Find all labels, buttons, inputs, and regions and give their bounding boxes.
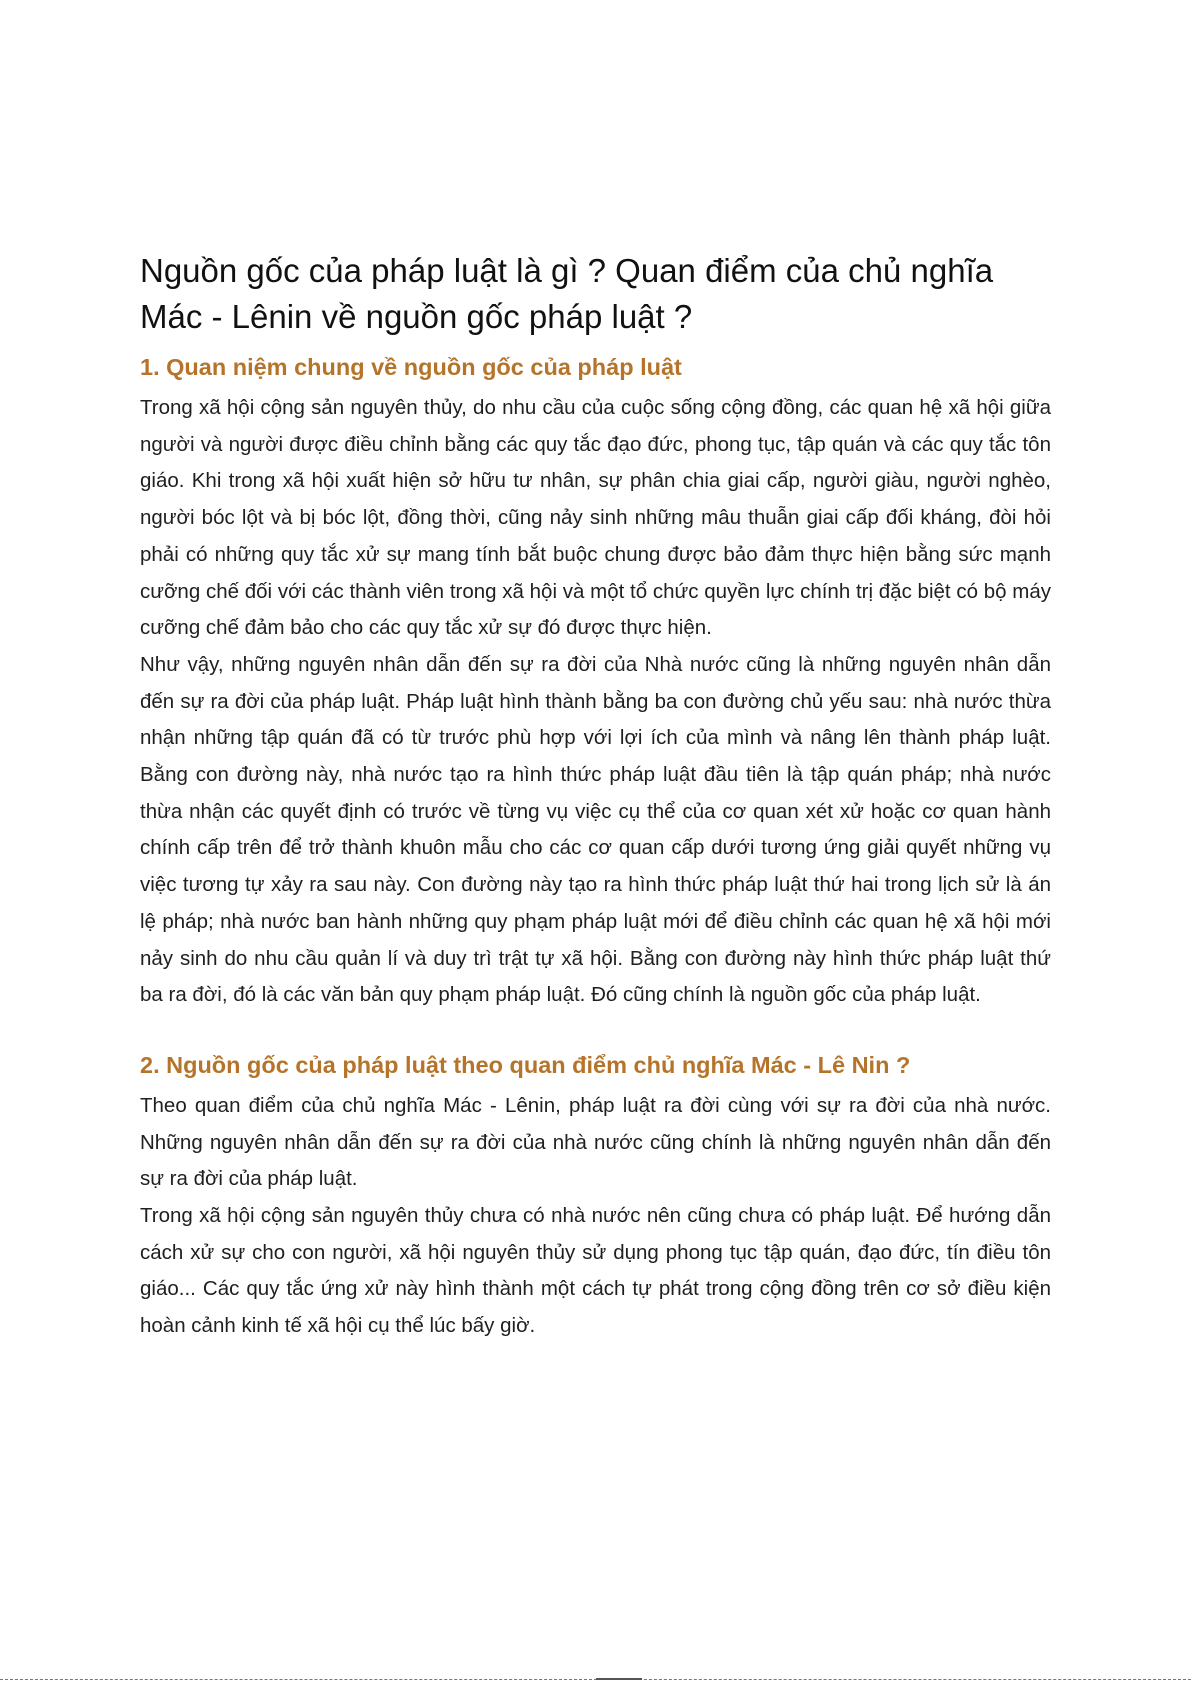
- page-footer-mark: [596, 1678, 642, 1680]
- section-heading-1: 1. Quan niệm chung về nguồn gốc của pháp luật: [140, 354, 682, 380]
- section-1-paragraph-2: Như vậy, những nguyên nhân dẫn đến sự ra đời của Nhà nước cũng là những nguyên nhân dẫn đến sự ra đời của pháp luật. Pháp luật hình thành bằng ba con đường chủ yếu sau: nhà nước thừa nhận những tập quán đã có từ trước phù hợp với lợi ích của mình và nâng lên thành pháp luật. Bằng con đường này, nhà nước tạo ra hình thức pháp luật đầu tiên là tập quán pháp; nhà nước thừa nhận các quyết định có trước về từng vụ việc cụ thể của cơ quan xét xử hoặc cơ quan hành chính cấp trên để trở thành khuôn mẫu cho các cơ quan cấp dưới tương ứng giải quyết những vụ việc tương tự xảy ra sau này. Con đường này tạo ra hình thức pháp luật thứ hai trong lịch sử là án lệ pháp; nhà nước ban hành những quy phạm pháp luật mới để điều chỉnh các quan hệ xã hội mới nảy sinh do nhu cầu quản lí và duy trì trật tự xã hội. Bằng con đường này hình thức pháp luật thứ ba ra đời, đó là các văn bản quy phạm pháp luật. Đó cũng chính là nguồn gốc của pháp luật.: [140, 652, 1051, 1007]
- section-heading-2: 2. Nguồn gốc của pháp luật theo quan điểm chủ nghĩa Mác - Lê Nin ?: [140, 1051, 911, 1078]
- page-title: Nguồn gốc của pháp luật là gì ? Quan điểm của chủ nghĩa Mác - Lênin về nguồn gốc pháp luật ?: [140, 252, 994, 335]
- document-page: [140, 248, 1051, 1345]
- section-2-paragraph-2: Trong xã hội cộng sản nguyên thủy chưa có nhà nước nên cũng chưa có pháp luật. Để hướng dẫn cách xử sự cho con người, xã hội nguyên thủy sử dụng phong tục tập quán, đạo đức, tín điều tôn giáo... Các quy tắc ứng xử này hình thành một cách tự phát trong cộng đồng trên cơ sở điều kiện hoàn cảnh kinh tế xã hội cụ thể lúc bấy giờ.: [140, 1204, 1051, 1338]
- section-2-paragraph-1: Theo quan điểm của chủ nghĩa Mác - Lênin, pháp luật ra đời cùng với sự ra đời của nhà nước. Những nguyên nhân dẫn đến sự ra đời của nhà nước cũng chính là những nguyên nhân dẫn đến sự ra đời của pháp luật.: [140, 1093, 1051, 1191]
- section-1-paragraph-1: Trong xã hội cộng sản nguyên thủy, do nhu cầu của cuộc sống cộng đồng, các quan hệ xã hội giữa người và người được điều chỉnh bằng các quy tắc đạo đức, phong tục, tập quán và các quy tắc tôn giáo. Khi trong xã hội xuất hiện sở hữu tư nhân, sự phân chia giai cấp, người giàu, người nghèo, người bóc lột và bị bóc lột, đồng thời, cũng nảy sinh những mâu thuẫn giai cấp đối kháng, đòi hỏi phải có những quy tắc xử sự mang tính bắt buộc chung được bảo đảm thực hiện bằng sức mạnh cưỡng chế đối với các thành viên trong xã hội và một tổ chức quyền lực chính trị đặc biệt có bộ máy cưỡng chế đảm bảo cho các quy tắc xử sự đó được thực hiện.: [140, 396, 1051, 640]
